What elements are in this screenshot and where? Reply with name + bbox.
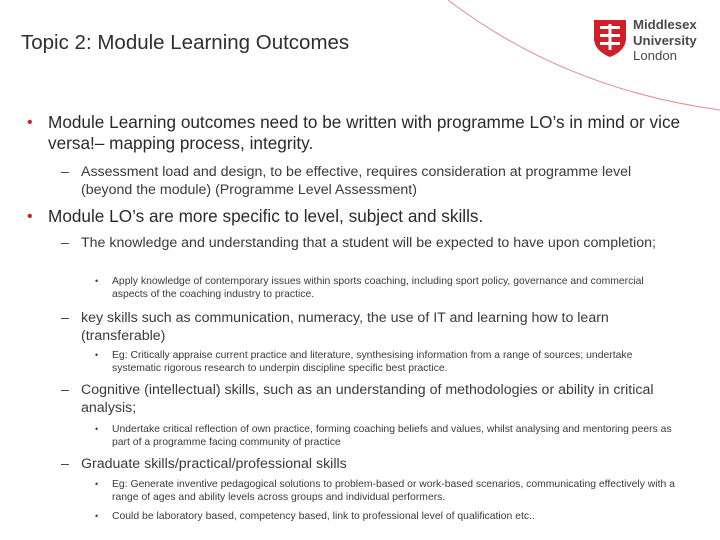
dash-text: The knowledge and understanding that a student will be expected to have upon completion; xyxy=(81,235,656,251)
dash-text: Assessment load and design, to be effective, requires consideration at programme level (beyond the module) (Programme Level Assessment) xyxy=(81,164,632,198)
dash-point xyxy=(61,163,686,199)
sub-bullet-text: Undertake critical reflection of own practice, forming coaching beliefs and values, whilst analysing and mentoring peers as part of a programme facing community of practice xyxy=(112,424,672,448)
dash-point xyxy=(61,234,686,252)
bullet-point xyxy=(27,206,687,227)
bullet-point xyxy=(27,112,687,154)
dash-marker: – xyxy=(61,456,69,472)
dash-marker: – xyxy=(61,164,69,180)
sub-bullet-marker: • xyxy=(95,511,99,521)
dash-text: key skills such as communication, numeracy, the use of IT and learning how to learn (transferable) xyxy=(81,310,609,344)
dash-point xyxy=(61,455,686,473)
sub-bullet-marker: • xyxy=(95,479,99,489)
dash-text: Graduate skills/practical/professional skills xyxy=(81,456,347,472)
dash-marker: – xyxy=(61,235,69,251)
sub-bullet-text: Eg: Critically appraise current practice and literature, synthesising information from a range of sources; undertake systematic rigorous research to underpin discipline specific best practice. xyxy=(112,350,633,374)
sub-bullet-text: Apply knowledge of contemporary issues within sports coaching, including sport policy, governance and commercial aspects of the coaching industry to practice. xyxy=(112,276,644,300)
sub-bullet-marker: • xyxy=(95,350,99,360)
sub-bullet-point xyxy=(95,510,675,523)
dash-marker: – xyxy=(61,382,69,398)
sub-bullet-point xyxy=(95,275,675,301)
dash-text: Cognitive (intellectual) skills, such as an understanding of methodologies or ability in critical analysis; xyxy=(81,382,654,416)
logo-line-3: London xyxy=(633,48,678,63)
sub-bullet-text: Could be laboratory based, competency based, link to professional level of qualification etc.. xyxy=(112,511,535,522)
bullet-text: Module LO’s are more specific to level, subject and skills. xyxy=(48,206,484,226)
sub-bullet-marker: • xyxy=(95,424,99,434)
dash-marker: – xyxy=(61,310,69,326)
sub-bullet-point xyxy=(95,478,675,504)
sub-bullet-text: Eg: Generate inventive pedagogical solutions to problem-based or work-based scenarios, communicating effectively with a range of ages and ability levels across groups and individual performers. xyxy=(112,479,675,503)
logo-line-1: Middlesex xyxy=(633,17,697,32)
sub-bullet-point xyxy=(95,423,675,449)
slide-title: Topic 2: Module Learning Outcomes xyxy=(21,31,350,54)
sub-bullet-marker: • xyxy=(95,276,99,286)
bullet-marker: • xyxy=(27,208,33,225)
dash-point xyxy=(61,381,686,417)
sub-bullet-point xyxy=(95,349,675,375)
dash-point xyxy=(61,309,686,345)
bullet-text: Module Learning outcomes need to be written with programme LO’s in mind or vice versa!– mapping process, integrity. xyxy=(48,112,681,153)
bullet-marker: • xyxy=(27,114,33,131)
logo-line-2: University xyxy=(633,32,697,48)
